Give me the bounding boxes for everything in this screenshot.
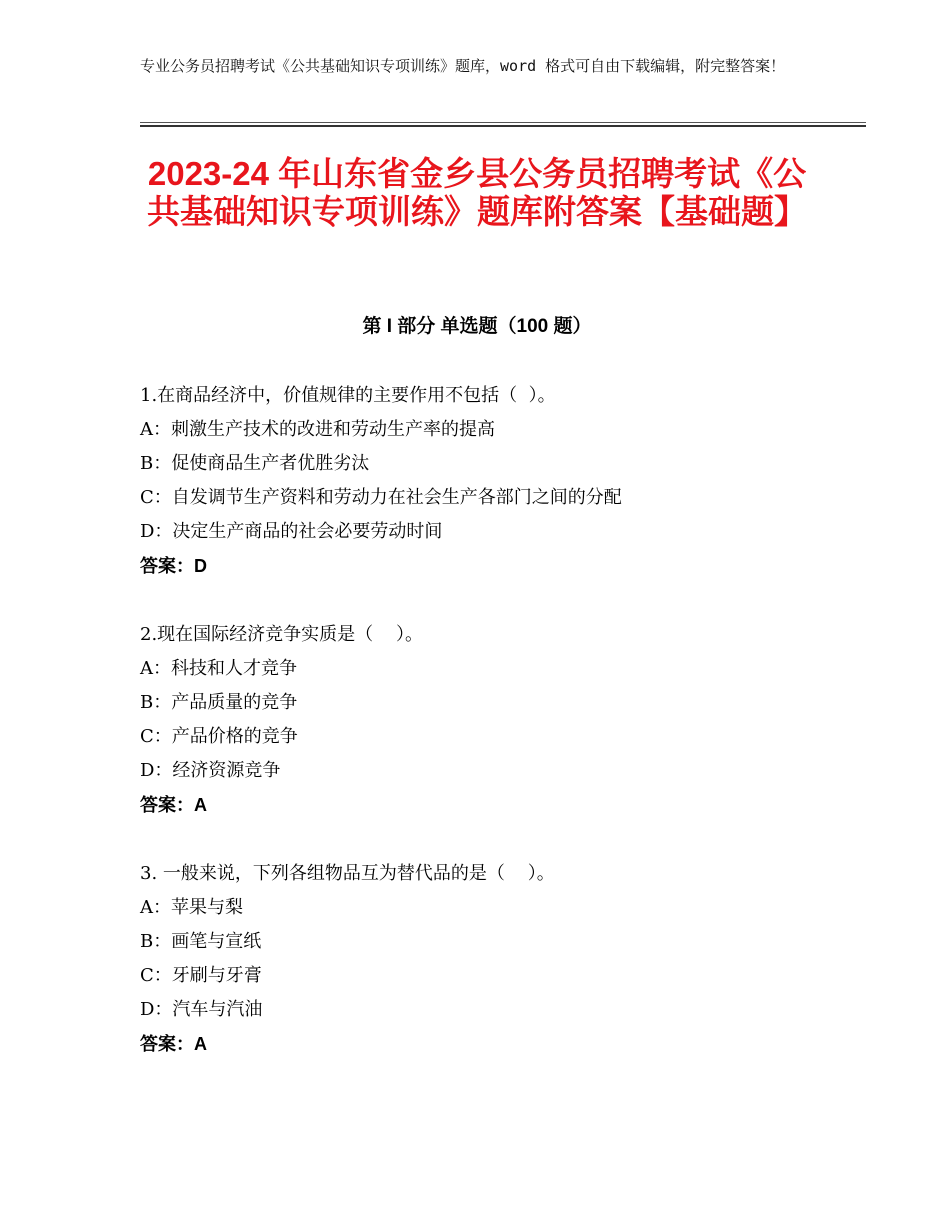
header-divider-thin — [140, 122, 866, 123]
question-2 — [140, 618, 840, 822]
option-a: A：苹果与梨 — [140, 897, 243, 918]
option-c: C：牙刷与牙膏 — [140, 965, 262, 986]
question-stem: 3. 一般来说，下列各组物品互为替代品的是（ ）。 — [140, 863, 555, 884]
question-3 — [140, 857, 840, 1061]
question-1 — [140, 379, 840, 583]
option-b: B：产品质量的竞争 — [140, 692, 298, 713]
document-header-note: 专业公务员招聘考试《公共基础知识专项训练》题库，word 格式可自由下载编辑，附完整答案！ — [140, 57, 786, 75]
answer-line: 答案：A — [140, 795, 207, 815]
option-c: C：产品价格的竞争 — [140, 726, 298, 747]
section-title: 第 I 部分 单选题（100 题） — [362, 316, 592, 337]
option-a: A：刺激生产技术的改进和劳动生产率的提高 — [140, 419, 495, 440]
question-stem: 1.在商品经济中，价值规律的主要作用不包括（ ）。 — [140, 385, 556, 406]
option-d: D：经济资源竞争 — [140, 760, 281, 781]
option-d: D：汽车与汽油 — [140, 999, 263, 1020]
option-b: B：促使商品生产者优胜劣汰 — [140, 453, 370, 474]
header-divider-thick — [140, 125, 866, 127]
option-c: C：自发调节生产资料和劳动力在社会生产各部门之间的分配 — [140, 487, 622, 508]
answer-line: 答案：A — [140, 1034, 207, 1054]
question-stem: 2.现在国际经济竞争实质是（ ）。 — [140, 624, 424, 645]
document-title: 2023-24 年山东省金乡县公务员招聘考试《公共基础知识专项训练》题库附答案【基础题】 — [147, 155, 807, 230]
option-b: B：画笔与宣纸 — [140, 931, 262, 952]
option-d: D：决定生产商品的社会必要劳动时间 — [140, 521, 443, 542]
option-a: A：科技和人才竞争 — [140, 658, 297, 679]
answer-line: 答案：D — [140, 556, 207, 576]
